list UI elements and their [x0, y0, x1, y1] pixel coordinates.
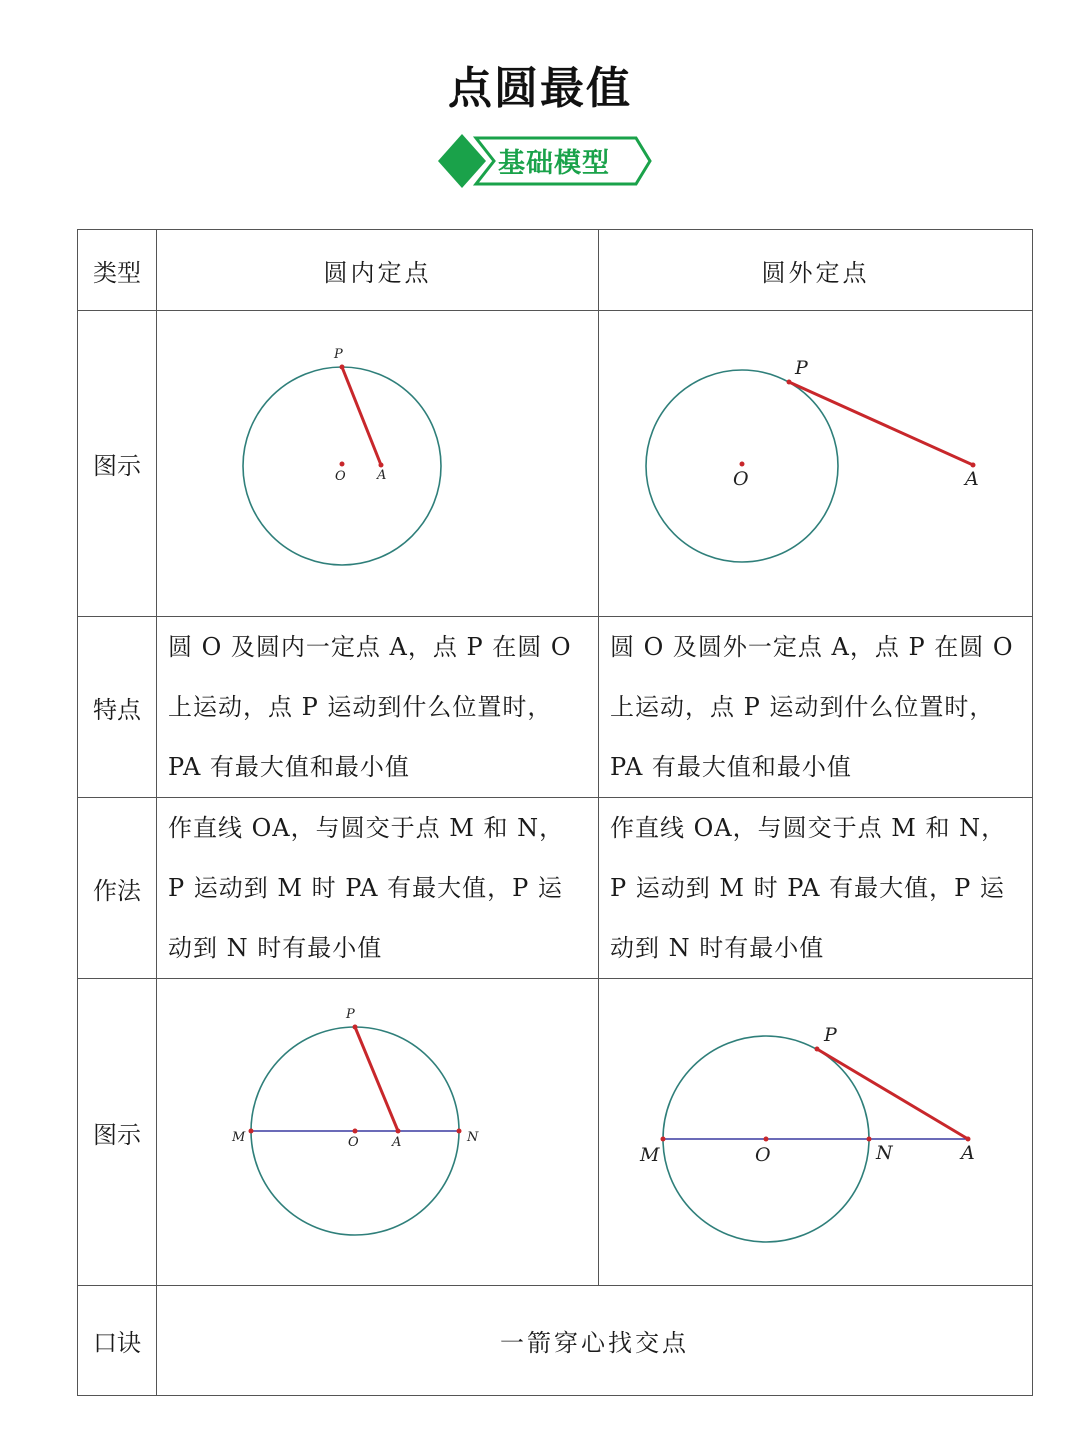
inner-construction-diagram — [157, 979, 583, 1281]
outer-construction-diagram — [599, 979, 1017, 1281]
segment-pa — [355, 1027, 398, 1131]
label-o: O — [348, 1135, 359, 1150]
label-m: M — [232, 1130, 246, 1145]
row-label-figure-1: 图示 — [78, 311, 157, 617]
header-type: 类型 — [78, 230, 157, 311]
section-badge — [436, 132, 654, 190]
outer-point-diagram — [599, 311, 1017, 612]
label-p: P — [346, 1007, 355, 1022]
text-line: PA 有最大值和最小值 — [168, 753, 410, 781]
label-p: P — [795, 357, 808, 379]
segment-pa — [342, 367, 381, 465]
method-outer-text — [599, 798, 1033, 979]
table-row-feature — [78, 617, 1033, 798]
figure-inner-point — [157, 311, 599, 617]
inner-point-diagram — [157, 311, 583, 612]
text-line: 上运动，点 P 运动到什么位置时， — [610, 693, 995, 721]
segment-pa — [817, 1049, 968, 1139]
point-a — [396, 1129, 401, 1134]
page-title: 点圆最值 — [448, 63, 632, 114]
row-label-method: 作法 — [78, 798, 157, 979]
table-row-figure-2 — [78, 979, 1033, 1286]
text-line: 动到 N 时有最小值 — [168, 934, 383, 962]
text-line: 圆 O 及圆内一定点 A，点 P 在圆 O — [168, 633, 572, 661]
point-p — [340, 365, 345, 370]
header-inner: 圆内定点 — [157, 230, 599, 311]
point-o — [764, 1137, 769, 1142]
label-n: N — [876, 1142, 893, 1164]
point-m — [249, 1129, 254, 1134]
method-inner-text — [157, 798, 599, 979]
point-p — [353, 1025, 358, 1030]
label-o: O — [733, 468, 749, 490]
row-label-feature: 特点 — [78, 617, 157, 798]
text-line: PA 有最大值和最小值 — [610, 753, 852, 781]
point-p — [815, 1047, 820, 1052]
point-n — [457, 1129, 462, 1134]
text-line: P 运动到 M 时 PA 有最大值，P 运 — [168, 874, 563, 902]
point-n — [867, 1137, 872, 1142]
table-row-mnemonic — [78, 1286, 1033, 1396]
text-line: 圆 O 及圆外一定点 A，点 P 在圆 O — [610, 633, 1014, 661]
table-row-header — [78, 230, 1033, 311]
label-p: P — [334, 347, 343, 362]
text-line: P 运动到 M 时 PA 有最大值，P 运 — [610, 874, 1005, 902]
point-a — [379, 463, 384, 468]
label-a: A — [377, 468, 387, 483]
label-a: A — [961, 1142, 975, 1164]
table-row-method — [78, 798, 1033, 979]
text-line: 上运动，点 P 运动到什么位置时， — [168, 693, 553, 721]
label-a: A — [965, 468, 979, 490]
feature-inner-text — [157, 617, 599, 798]
text-line: 动到 N 时有最小值 — [610, 934, 825, 962]
label-p: P — [824, 1024, 837, 1046]
label-o: O — [335, 469, 346, 484]
figure-outer-construction — [599, 979, 1033, 1286]
point-a — [966, 1137, 971, 1142]
point-o — [740, 462, 745, 467]
model-table — [77, 229, 1033, 1396]
point-m — [661, 1137, 666, 1142]
point-a — [971, 463, 976, 468]
point-o — [340, 462, 345, 467]
table-row-figure-1 — [78, 311, 1033, 617]
header-outer: 圆外定点 — [599, 230, 1033, 311]
feature-outer-text — [599, 617, 1033, 798]
label-n: N — [467, 1130, 479, 1145]
figure-inner-construction — [157, 979, 599, 1286]
point-p — [787, 380, 792, 385]
figure-outer-point — [599, 311, 1033, 617]
label-a: A — [392, 1135, 402, 1150]
label-o: O — [755, 1144, 771, 1166]
point-o — [353, 1129, 358, 1134]
label-m: M — [640, 1144, 660, 1166]
mnemonic-text: 一箭穿心找交点 — [157, 1286, 1033, 1396]
text-line: 作直线 OA，与圆交于点 M 和 N， — [610, 814, 1007, 842]
row-label-figure-2: 图示 — [78, 979, 157, 1286]
row-label-mnemonic: 口诀 — [78, 1286, 157, 1396]
text-line: 作直线 OA，与圆交于点 M 和 N， — [168, 814, 565, 842]
segment-pa — [789, 382, 973, 465]
badge-label: 基础模型 — [498, 148, 610, 179]
